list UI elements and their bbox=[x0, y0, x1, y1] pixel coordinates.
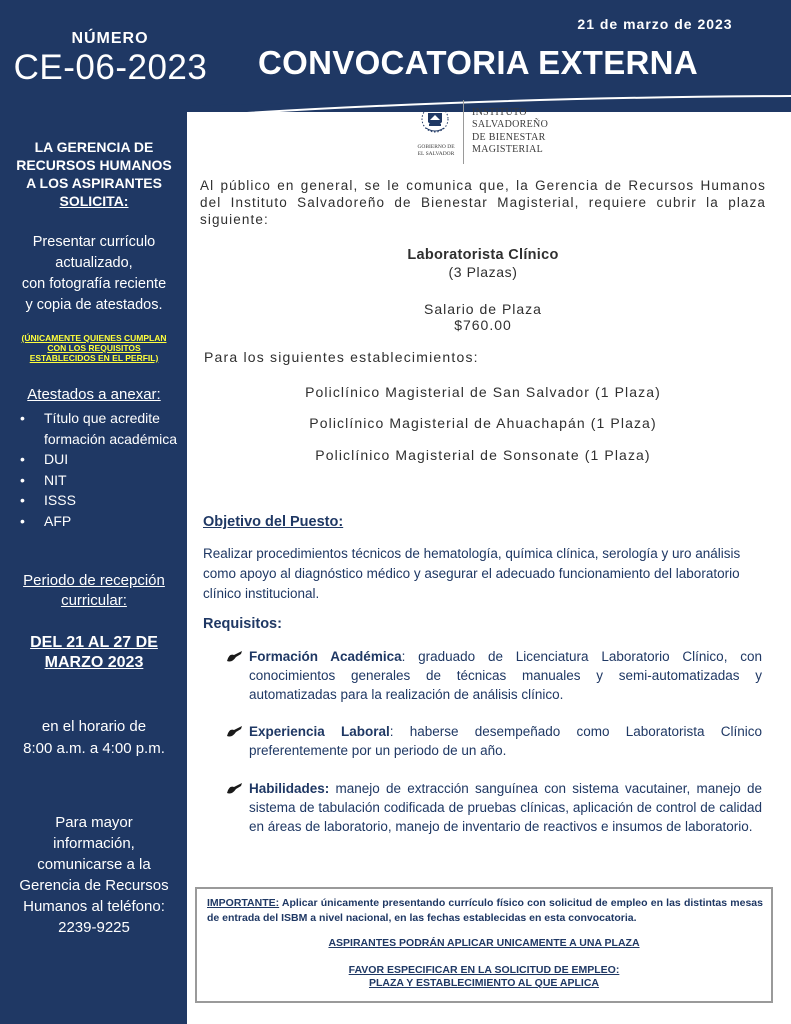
important-text bbox=[207, 896, 763, 926]
sidebar-heading-line: SOLICITA: bbox=[59, 193, 129, 209]
institution-logo bbox=[414, 100, 574, 166]
reception-hours bbox=[8, 716, 180, 760]
logo-divider bbox=[463, 100, 464, 164]
position-count: (3 Plazas) bbox=[448, 264, 518, 280]
number-value: CE-06-2023 bbox=[13, 48, 208, 87]
requirement-item bbox=[226, 647, 762, 704]
important-line-plaza-establishment: PLAZA Y ESTABLECIMIENTO AL QUE APLICA bbox=[368, 977, 600, 989]
objective-text: Realizar procedimientos técnicos de hematología, química clínica, serología y uro análisis como apoyo al diagnóstico médico y asegurar el adecuado funcionamiento del laboratorio clínico institucional. bbox=[203, 546, 741, 601]
coat-of-arms-icon bbox=[420, 104, 450, 140]
sidebar-heading bbox=[8, 138, 180, 210]
requirement-label: Habilidades: bbox=[249, 781, 330, 796]
requirement-item bbox=[226, 722, 762, 760]
list-item: • Título que acredite formación académica bbox=[20, 408, 180, 449]
present-line: con fotografía reciente bbox=[21, 276, 167, 292]
salary-value: $760.00 bbox=[454, 317, 512, 333]
contact-line: Para mayor bbox=[55, 814, 133, 831]
present-line: Presentar currículo bbox=[32, 234, 156, 250]
list-item: • AFP bbox=[20, 511, 180, 532]
present-line: actualizado, bbox=[55, 255, 133, 271]
requirement-text: : graduado de Licenciatura Laboratorio Clínico, con conocimientos generales de técnicas manuales y semi-automatizadas y automatizadas para la realización de análisis clínico. bbox=[249, 649, 762, 702]
list-item: • NIT bbox=[20, 470, 180, 491]
contact-line: información, bbox=[53, 835, 135, 852]
institute-line: MAGISTERIAL bbox=[472, 144, 544, 156]
government-label bbox=[414, 144, 458, 157]
institute-line: SALVADOREÑO bbox=[472, 119, 549, 131]
contact-line: Humanos al teléfono: bbox=[23, 898, 165, 915]
period-line: Periodo de recepción bbox=[23, 572, 165, 589]
position-title: Laboratorista Clínico bbox=[407, 247, 559, 263]
contact-line: Gerencia de Recursos bbox=[19, 877, 169, 894]
salary-label: Salario de Plaza bbox=[424, 301, 542, 317]
present-line: y copia de atestados. bbox=[25, 297, 163, 313]
requirement-label: Formación Académica bbox=[249, 649, 402, 664]
requirements-warning bbox=[8, 333, 180, 363]
reception-period-title bbox=[8, 571, 180, 611]
warning-line: (ÚNICAMENTE QUIENES CUMPLAN bbox=[21, 333, 167, 343]
sidebar bbox=[0, 112, 187, 1024]
requirement-body bbox=[226, 779, 762, 836]
requirement-body bbox=[226, 647, 762, 704]
hours-line: en el horario de bbox=[41, 718, 147, 735]
warning-line: ESTABLECIDOS EN EL PERFIL) bbox=[29, 353, 159, 363]
establishment-item: Policlínico Magisterial de Ahuachapán (1 Plaza) bbox=[309, 415, 657, 431]
dates-line: DEL 21 AL 27 DE bbox=[30, 634, 158, 651]
sidebar-heading-line: RECURSOS HUMANOS bbox=[16, 157, 172, 173]
list-item: • DUI bbox=[20, 449, 180, 470]
number-label: NÚMERO bbox=[71, 30, 149, 47]
objective-title: Objetivo del Puesto: bbox=[203, 514, 344, 530]
warning-line: CON LOS REQUISITOS bbox=[47, 343, 141, 353]
important-notice bbox=[195, 887, 773, 1003]
requirement-label: Experiencia Laboral bbox=[249, 724, 390, 739]
list-item: • ISSS bbox=[20, 490, 180, 511]
important-label: IMPORTANTE: bbox=[207, 897, 280, 909]
requirement-body bbox=[226, 722, 762, 760]
attestations-title: Atestados a anexar: bbox=[27, 386, 161, 403]
attestations-list bbox=[20, 408, 180, 532]
establishments-label: Para los siguientes establecimientos: bbox=[204, 349, 479, 365]
hand-pointer-icon bbox=[226, 781, 244, 795]
hours-line: 8:00 a.m. a 4:00 p.m. bbox=[23, 740, 165, 757]
contact-phone: 2239-9225 bbox=[58, 919, 130, 936]
reception-dates bbox=[8, 633, 180, 673]
hand-pointer-icon bbox=[226, 724, 244, 738]
requirement-text: : haberse desempeñado como Laboratorista Clínico preferentemente por un periodo de un año. bbox=[249, 724, 762, 758]
institute-line: INSTITUTO bbox=[472, 107, 527, 118]
requirement-item bbox=[226, 779, 762, 836]
contact-line: comunicarse a la bbox=[37, 856, 151, 873]
intro-paragraph: Al público en general, se le comunica que, la Gerencia de Recursos Humanos del Instituto Salvadoreño de Bienestar Magisterial, requiere cubrir la plaza siguiente: bbox=[200, 178, 766, 227]
requirements-title: Requisitos: bbox=[203, 616, 282, 632]
important-line-specify: FAVOR ESPECIFICAR EN LA SOLICITUD DE EMPLEO: bbox=[348, 964, 620, 976]
gov-line: EL SALVADOR bbox=[417, 150, 455, 157]
institute-name bbox=[472, 107, 582, 157]
publication-date: 21 de marzo de 2023 bbox=[577, 16, 733, 32]
present-instructions bbox=[8, 232, 180, 316]
sidebar-heading-line: LA GERENCIA DE bbox=[34, 139, 154, 155]
dates-line: MARZO 2023 bbox=[44, 654, 144, 671]
establishment-item: Policlínico Magisterial de Sonsonate (1 Plaza) bbox=[315, 447, 651, 463]
contact-info bbox=[8, 812, 180, 938]
gov-line: GOBIERNO DE bbox=[417, 144, 455, 150]
period-line: curricular: bbox=[61, 592, 127, 609]
page-title: CONVOCATORIA EXTERNA bbox=[258, 44, 698, 81]
sidebar-heading-line: A LOS ASPIRANTES bbox=[26, 175, 162, 191]
institute-line: DE BIENESTAR bbox=[472, 131, 546, 143]
important-body: Aplicar únicamente presentando currículo físico con solicitud de empleo en las distintas mesas de entrada del ISBM a nivel nacional, en las fechas establecidas en esta convocatoria. bbox=[207, 897, 763, 924]
hand-pointer-icon bbox=[226, 649, 244, 663]
requirement-text: manejo de extracción sanguínea con sistema vacutainer, manejo de sistema de tabulación codificada de pruebas clínicas, aplicación de control de calidad en áreas de laboratorio, manejo de inventario de reactivos e insumos de laboratorio. bbox=[249, 781, 762, 834]
establishment-item: Policlínico Magisterial de San Salvador (1 Plaza) bbox=[305, 384, 661, 400]
important-line-one-plaza: ASPIRANTES PODRÁN APLICAR UNICAMENTE A UNA PLAZA bbox=[328, 937, 640, 949]
